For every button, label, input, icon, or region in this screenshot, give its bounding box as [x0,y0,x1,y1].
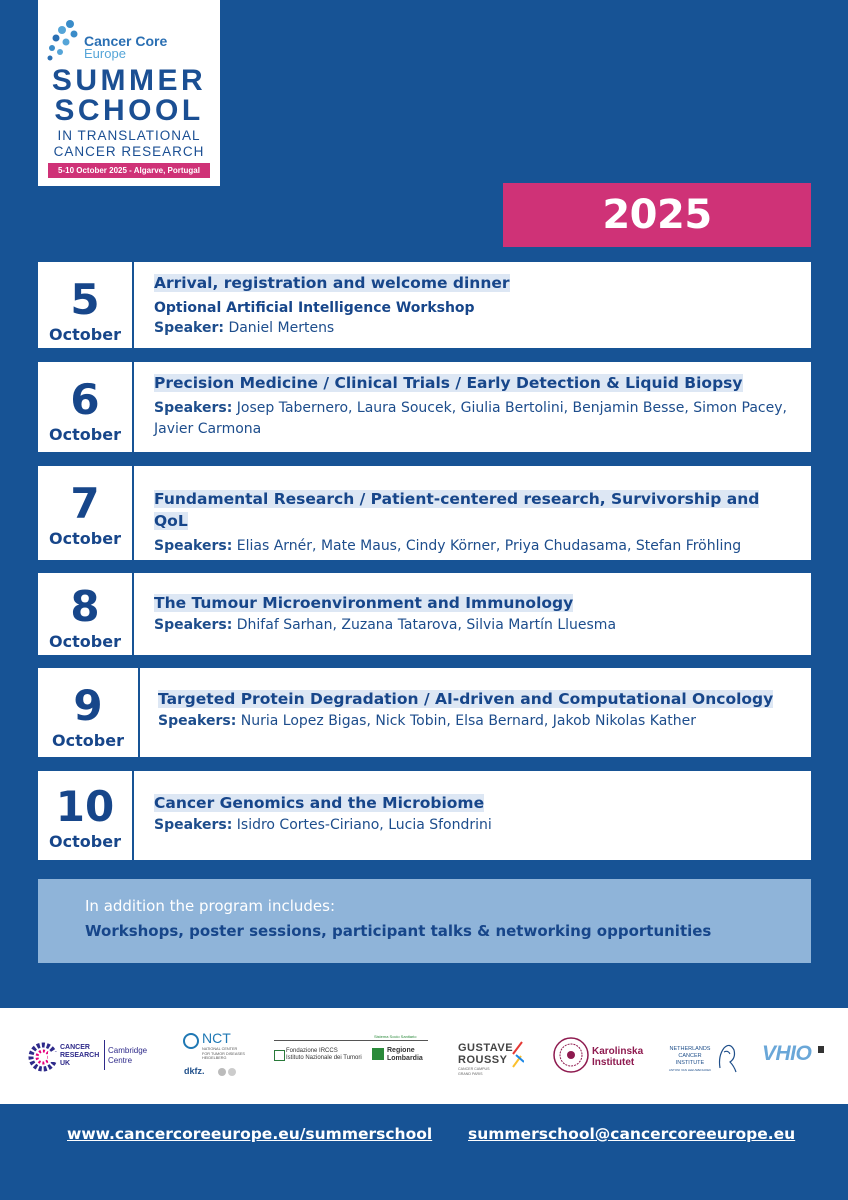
topic-wrap [154,488,791,532]
day-extra: Optional Artificial Intelligence Workshop [154,300,475,316]
partner-seal-icon [228,1068,236,1076]
day-number: 8 [70,582,100,631]
cruk-centre-2: Centre [108,1056,133,1065]
day-row-10 [38,771,811,860]
partner-rule [274,1040,428,1041]
day-month: October [49,425,121,444]
date-location-badge: 5-10 October 2025 - Algarve, Portugal [48,163,210,178]
int-square-icon [274,1050,285,1061]
day-month: October [49,325,121,344]
nki-text-3: INSTITUTE [675,1060,705,1066]
title-line2: SCHOOL [54,94,204,127]
partner-logos-strip [0,1008,848,1104]
org-name-line2: Europe [84,46,126,61]
vhio-logo [762,1042,826,1072]
speaker-names: Daniel Mertens [228,320,335,336]
gr-text-2: ROUSSY [458,1054,508,1066]
gr-text-1: GUSTAVE [458,1042,514,1054]
cruk-text-2: RESEARCH [60,1052,100,1059]
day-number: 10 [55,782,115,831]
nki-logo [666,1036,740,1080]
lombardia-rose-icon [372,1048,384,1060]
speaker-names: Dhifaf Sarhan, Zuzana Tatarova, Silvia Martín Lluesma [236,617,617,633]
gustave-roussy-logo [458,1042,528,1082]
cruk-divider [104,1040,105,1070]
speaker-label: Speakers: [154,817,233,833]
vhio-mark-icon [818,1046,824,1053]
date-column [38,362,134,452]
ki-text-1: Karolinska [592,1046,644,1057]
footer [0,1104,848,1200]
int-lombardia-logo [274,1034,428,1074]
day-row-8 [38,573,811,655]
org-name-line1: Cancer Core [84,33,168,49]
day-content [154,488,791,557]
cruk-text-3: UK [60,1060,71,1067]
day-number: 9 [73,681,103,730]
day-content [154,372,791,440]
subtitle-line2: CANCER RESEARCH [53,144,205,159]
website-link[interactable]: www.cancercoreeurope.eu/summerschool [67,1125,433,1143]
dkfz-text: dkfz. [184,1066,205,1076]
nct-dkfz-logo [182,1030,248,1086]
topic-wrap [158,688,791,710]
karolinska-logo [552,1036,642,1080]
day-speakers [154,815,791,836]
summer-school-subtitle [46,128,212,160]
nct-sub-3: HEIDELBERG [202,1056,227,1060]
vhio-text: VHIO [762,1042,812,1065]
date-column [38,466,134,560]
day-topic: Fundamental Research / Patient-centered research, Survivorship and QoL [154,490,760,530]
nki-portrait-icon [714,1038,738,1074]
additions-details: Workshops, poster sessions, participant talks & networking opportunities [85,922,712,940]
day-speakers [154,615,791,636]
email-link[interactable]: summerschool@cancercoreeurope.eu [468,1125,796,1143]
lombardia-text-1: Regione [387,1047,415,1054]
day-speakers [154,536,791,557]
topic-wrap [154,792,791,814]
day-content [154,272,791,339]
subtitle-line1: IN TRANSLATIONAL [57,128,201,143]
nki-text-4: ANTONI VAN LEEUWENHOEK [668,1068,712,1072]
day-row-7 [38,466,811,560]
topic-wrap [154,272,791,294]
date-column [38,262,134,348]
program-title: 2025 [503,183,811,247]
int-text-1: Fondazione IRCCS [286,1048,338,1054]
gr-text-4: GRAND PARIS [458,1071,483,1076]
date-column [38,573,134,655]
day-month: October [49,529,121,548]
title-line1: SUMMER [51,64,207,97]
lombardia-system-text: Sistema Socio Sanitario [374,1034,417,1039]
speaker-names: Josep Tabernero, Laura Soucek, Giulia Bertolini, Benjamin Besse, Simon Pacey, Javier Carmona [154,400,787,437]
day-row-5 [38,262,811,348]
day-speakers [154,318,791,339]
day-topic: The Tumour Microenvironment and Immunology [154,594,574,612]
day-month: October [49,832,121,851]
cruk-text-1: CANCER [60,1044,90,1051]
day-speakers [154,398,791,440]
speaker-names: Isidro Cortes-Ciriano, Lucia Sfondrini [236,817,492,833]
nct-ring-icon [182,1032,200,1050]
nct-sub-2: FOR TUMOR DISEASES [202,1051,245,1056]
org-name [84,34,167,60]
nki-text-1: NETHERLANDS [669,1046,711,1052]
topic-wrap [154,592,791,614]
nct-text: NCT [202,1030,231,1046]
gr-slash-icon [510,1040,524,1070]
program-additions-box [38,879,811,963]
speaker-label: Speaker: [154,320,224,336]
day-number: 7 [70,479,100,528]
nki-text-2: CANCER [678,1053,702,1059]
lombardia-text-2: Lombardia [387,1055,423,1062]
speaker-label: Speakers: [154,538,233,554]
day-month: October [52,731,124,750]
day-topic: Targeted Protein Degradation / AI-driven and Computational Oncology [158,690,774,708]
summer-school-logo [38,0,220,186]
gr-text-3: CANCER CAMPUS [458,1067,490,1071]
date-column [38,771,134,860]
day-number: 5 [70,275,100,324]
day-content [154,592,791,636]
ki-text-2: Institutet [592,1057,635,1068]
day-topic: Arrival, registration and welcome dinner [154,274,510,292]
day-speakers [158,711,791,732]
nct-sub-1: NATIONAL CENTER [202,1047,238,1051]
topic-wrap [154,372,791,394]
partner-seal-icon [218,1068,226,1076]
speaker-names: Nuria Lopez Bigas, Nick Tobin, Elsa Bernard, Jakob Nikolas Kather [240,713,697,729]
cruk-logo [28,1038,158,1078]
day-row-6 [38,362,811,452]
speaker-names: Elias Arnér, Mate Maus, Cindy Körner, Priya Chudasama, Stefan Fröhling [236,538,742,554]
day-topic: Precision Medicine / Clinical Trials / Early Detection & Liquid Biopsy [154,374,743,392]
karolinska-seal-icon [552,1036,590,1074]
day-month: October [49,632,121,651]
additions-intro: In addition the program includes: [85,897,335,915]
day-content [154,792,791,836]
day-content [158,688,791,732]
summer-school-title [46,66,212,126]
date-column [38,668,140,757]
speaker-label: Speakers: [154,400,233,416]
cruk-c-icon [28,1042,58,1072]
day-topic: Cancer Genomics and the Microbiome [154,794,485,812]
speaker-label: Speakers: [154,617,233,633]
day-number: 6 [70,375,100,424]
int-text-2: Istituto Nazionale dei Tumori [286,1055,362,1061]
speaker-label: Speakers: [158,713,237,729]
cruk-centre-1: Cambridge [108,1046,148,1055]
day-row-9 [38,668,811,757]
cancer-core-europe-logo-icon [46,18,82,62]
